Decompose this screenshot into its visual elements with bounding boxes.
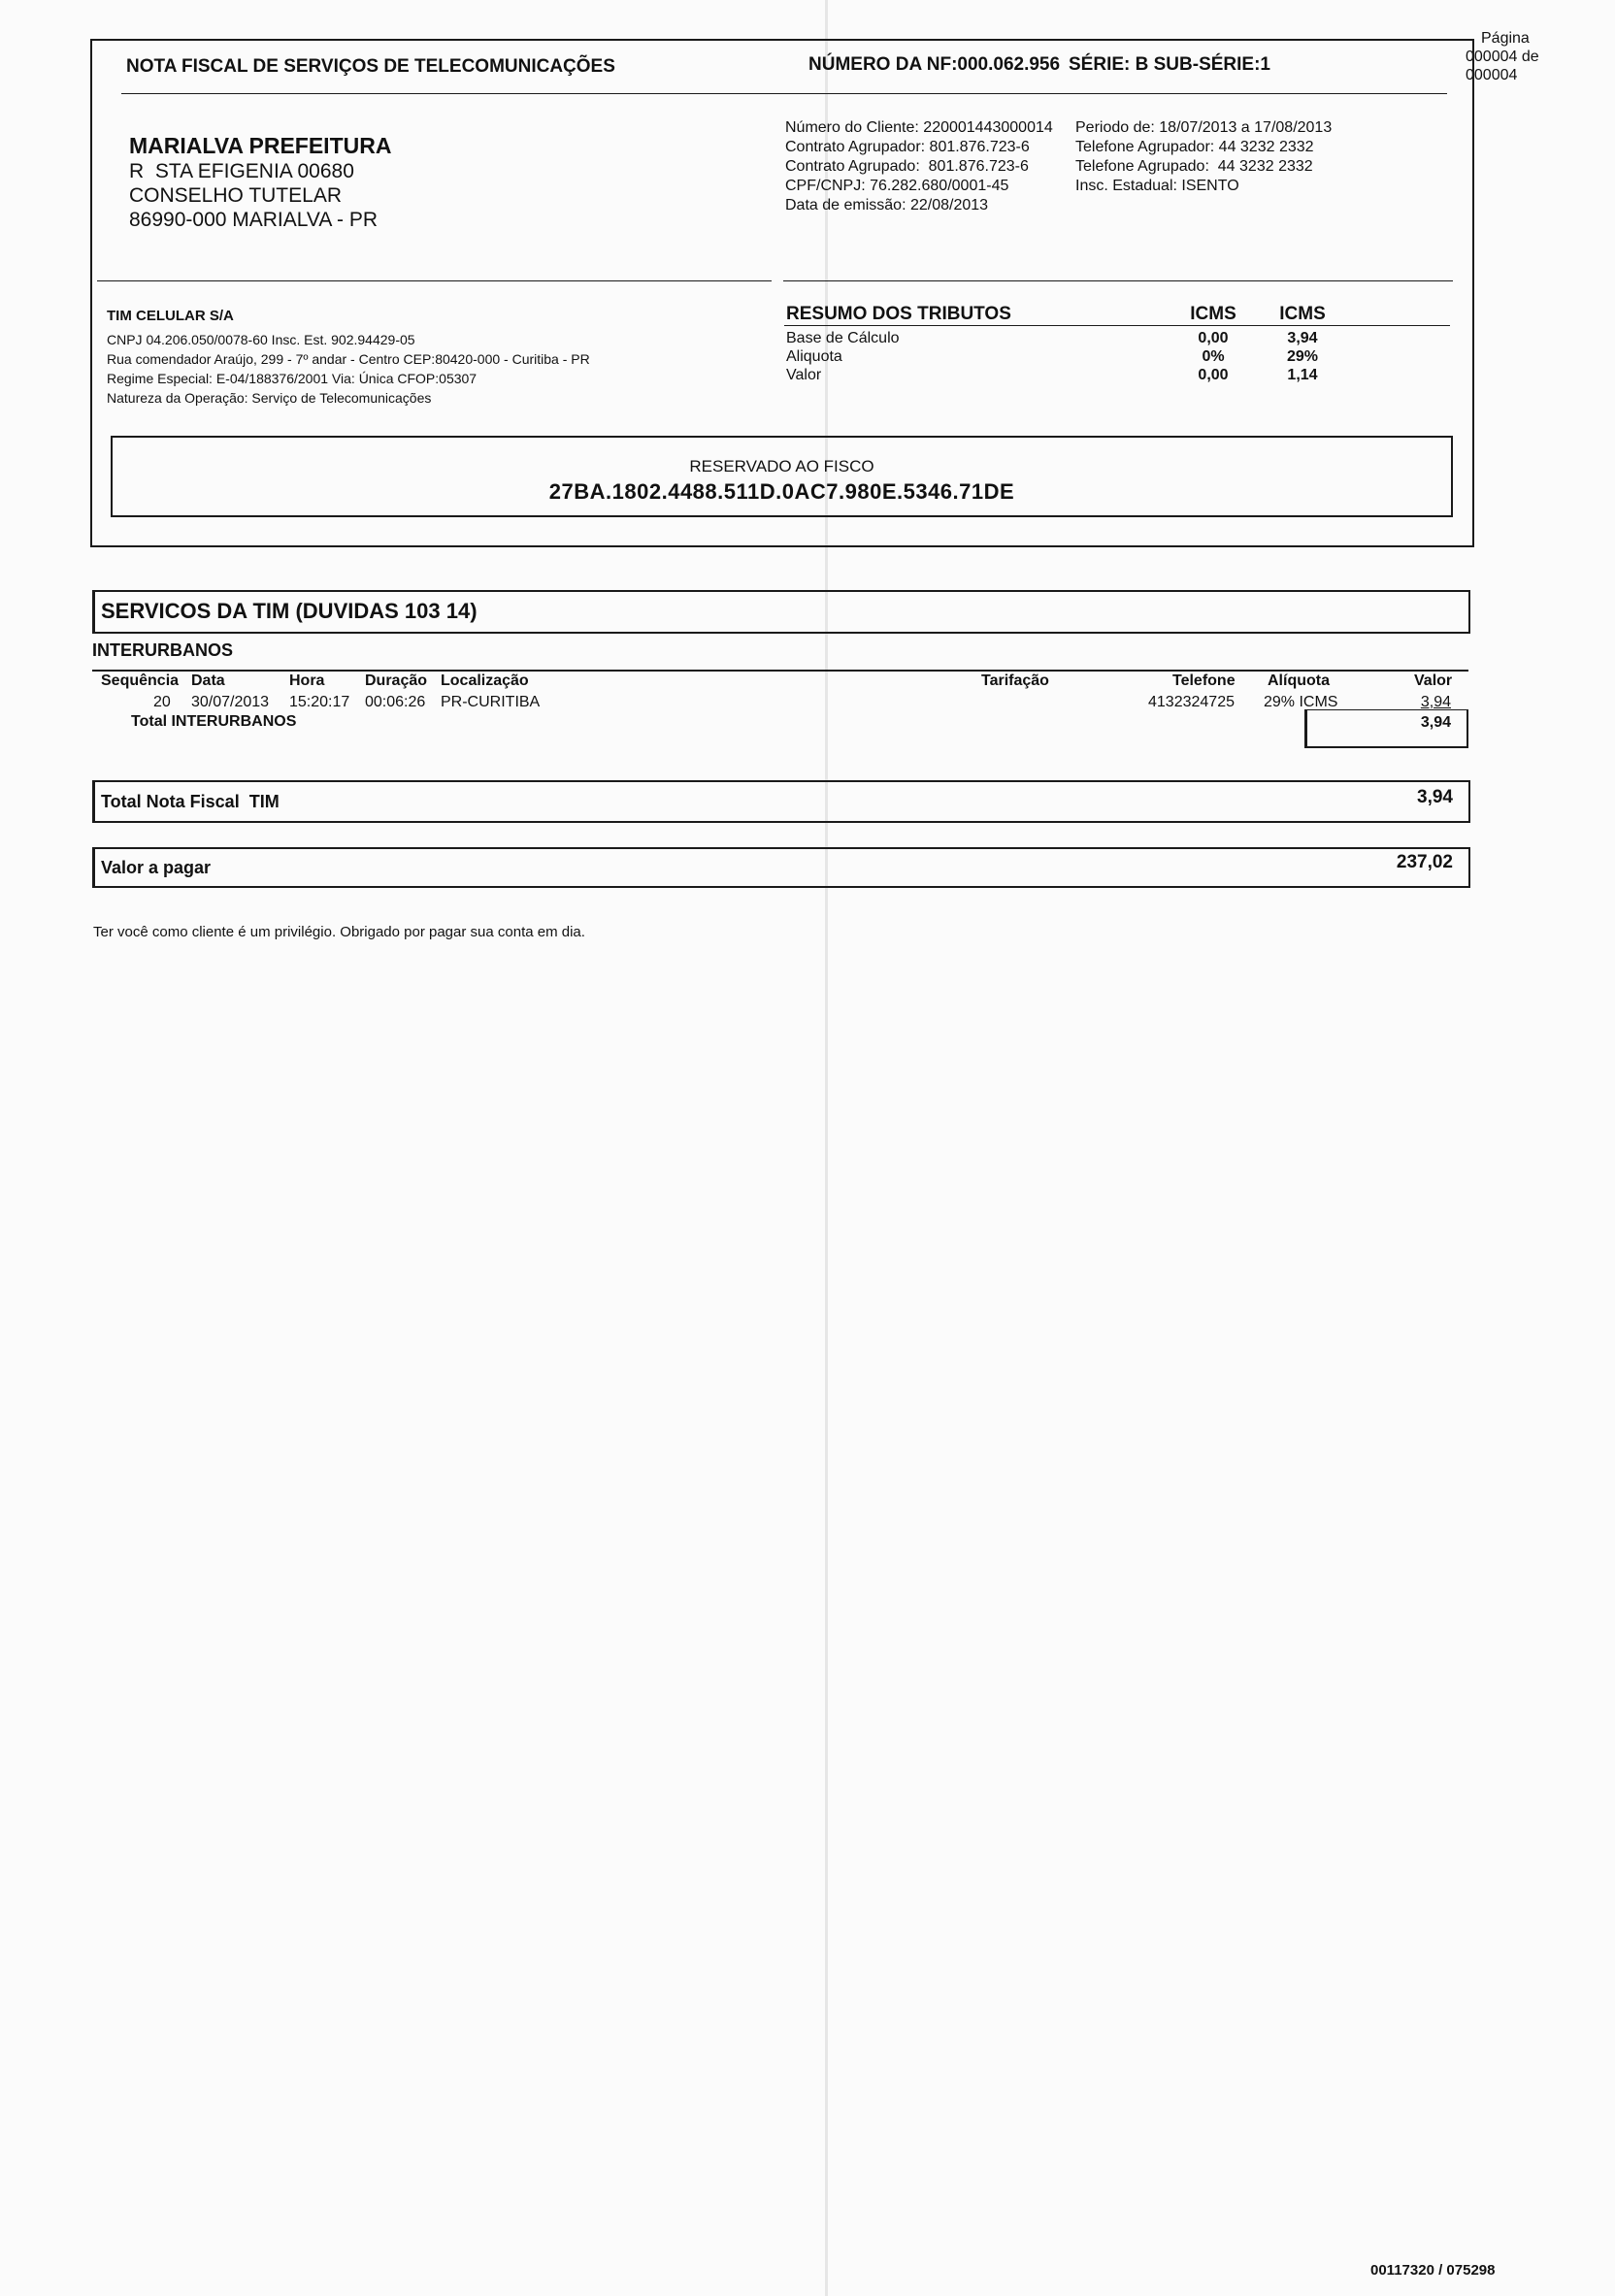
services-section-line [92, 670, 1468, 672]
tax-col2-header: ICMS [1279, 304, 1326, 324]
tax-divider [783, 280, 1453, 281]
total-nf-value: 3,94 [1417, 787, 1453, 807]
fisco-label: RESERVADO AO FISCO [689, 457, 874, 476]
recipient-city: 86990-000 MARIALVA - PR [129, 209, 379, 231]
nf-number: NÚMERO DA NF:000.062.956 [808, 54, 1061, 75]
issuer-address: Rua comendador Araújo, 299 - 7º andar - Centro CEP:80420-000 - Curitiba - PR [107, 351, 590, 367]
col-rate: Alíquota [1268, 672, 1330, 689]
tax-title-underline [784, 325, 1450, 326]
tax-label-value: Valor [786, 367, 822, 383]
client-number: Número do Cliente: 220001443000014 [785, 119, 1053, 136]
services-title: SERVICOS DA TIM (DUVIDAS 103 14) [101, 599, 478, 623]
issuer-name: TIM CELULAR S/A [107, 308, 234, 324]
thank-you-message: Ter você como cliente é um privilégio. Obrigado por pagar sua conta em dia. [93, 924, 585, 940]
state-registration: Insc. Estadual: ISENTO [1075, 178, 1239, 194]
col-value: Valor [1414, 672, 1453, 689]
page-current: 000004 [1466, 49, 1518, 65]
total-nf-label: Total Nota Fiscal TIM [101, 792, 280, 811]
issuer-cnpj: CNPJ 04.206.050/0078-60 Insc. Est. 902.94429-05 [107, 332, 415, 347]
phone-grouped: Telefone Agrupado: 44 3232 2332 [1075, 158, 1313, 175]
col-seq: Sequência [101, 672, 180, 689]
amount-due-value: 237,02 [1396, 852, 1453, 872]
issuer-divider [97, 280, 772, 281]
col-time: Hora [289, 672, 325, 689]
tax-value-icms1: 0,00 [1198, 367, 1229, 383]
recipient-name: MARIALVA PREFEITURA [129, 133, 392, 158]
tax-col1-header: ICMS [1190, 304, 1236, 324]
recipient-complement: CONSELHO TUTELAR [129, 184, 342, 207]
cpf-cnpj: CPF/CNPJ: 76.282.680/0001-45 [785, 178, 1009, 194]
row-date: 30/07/2013 [191, 694, 270, 710]
tax-label-base: Base de Cálculo [786, 330, 900, 346]
issuer-details [107, 330, 590, 408]
tax-base-icms2: 3,94 [1287, 330, 1318, 346]
fisco-code: 27BA.1802.4488.511D.0AC7.980E.5346.71DE [548, 479, 1015, 504]
page-indicator [1466, 29, 1601, 84]
amount-due-box [92, 847, 1470, 888]
row-phone: 4132324725 [1148, 694, 1235, 710]
page-of: de [1521, 49, 1539, 65]
tax-summary-title: RESUMO DOS TRIBUTOS [786, 304, 1011, 324]
fisco-box [111, 436, 1453, 517]
client-info-left [785, 118, 1053, 215]
issue-date: Data de emissão: 22/08/2013 [785, 197, 989, 213]
tax-rate-icms2: 29% [1286, 348, 1319, 365]
page-total: 000004 [1466, 67, 1518, 83]
serie-info: SÉRIE: B SUB-SÉRIE:1 [1069, 54, 1270, 75]
col-tariff: Tarifação [981, 672, 1049, 689]
services-section: INTERURBANOS [92, 640, 234, 660]
col-location: Localização [441, 672, 529, 689]
col-date: Data [191, 672, 225, 689]
row-rate: 29% ICMS [1264, 694, 1338, 710]
recipient-address: R STA EFIGENIA 00680 [129, 160, 354, 182]
recipient-block [129, 132, 391, 232]
tax-col2-values [1264, 329, 1341, 384]
tax-label-rate: Aliquota [786, 348, 842, 365]
col-phone: Telefone [1172, 672, 1236, 689]
phone-group: Telefone Agrupador: 44 3232 2332 [1075, 139, 1314, 155]
issuer-regime: Regime Especial: E-04/188376/2001 Via: Única CFOP:05307 [107, 371, 478, 386]
tax-base-icms1: 0,00 [1198, 330, 1229, 346]
contract-group: Contrato Agrupador: 801.876.723-6 [785, 139, 1030, 155]
billing-period: Periodo de: 18/07/2013 a 17/08/2013 [1075, 119, 1333, 136]
client-info-right [1075, 118, 1332, 196]
issuer-operation: Natureza da Operação: Serviço de Telecomunicações [107, 390, 432, 406]
document-code: 00117320 / 075298 [1370, 2262, 1496, 2279]
row-value: 3,94 [1420, 694, 1451, 710]
contract-grouped: Contrato Agrupado: 801.876.723-6 [785, 158, 1029, 175]
col-duration: Duração [365, 672, 428, 689]
amount-due-label: Valor a pagar [101, 858, 212, 877]
document-title: NOTA FISCAL DE SERVIÇOS DE TELECOMUNICAÇÕES [126, 56, 615, 77]
subtotal-value: 3,94 [1420, 714, 1451, 731]
total-nf-box [92, 780, 1470, 823]
subtotal-label: Total INTERURBANOS [131, 713, 297, 730]
row-duration: 00:06:26 [365, 694, 426, 710]
row-time: 15:20:17 [289, 694, 350, 710]
header-divider [121, 93, 1447, 94]
tax-value-icms2: 1,14 [1287, 367, 1318, 383]
page-label: Página [1481, 30, 1530, 47]
tax-rate-icms1: 0% [1202, 348, 1225, 365]
row-seq: 20 [153, 694, 171, 710]
tax-col1-values [1174, 329, 1252, 384]
row-location: PR-CURITIBA [441, 694, 541, 710]
